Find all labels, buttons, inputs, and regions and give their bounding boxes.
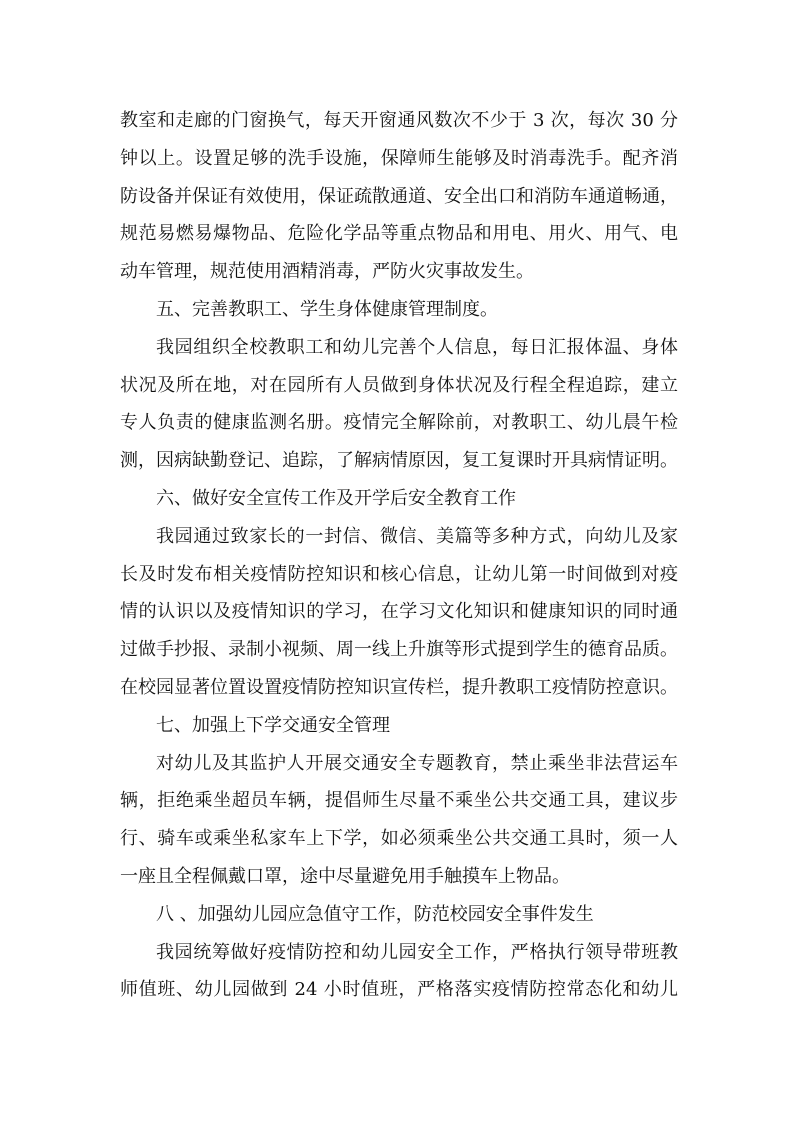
paragraph-line: 在校园显著位置设置疫情防控知识宣传栏，提升教职工疫情防控意识。 xyxy=(120,676,678,698)
paragraph-line: 专人负责的健康监测名册。疫情完全解除前，对教职工、幼儿晨午检 xyxy=(120,412,678,434)
paragraph-line: 师值班、幼儿园做到 24 小时值班，严格落实疫情防控常态化和幼儿 xyxy=(120,979,678,1001)
paragraph-line: 对幼儿及其监护人开展交通安全专题教育，禁止乘坐非法营运车 xyxy=(156,752,678,774)
section-heading: 六、做好安全宣传工作及开学后安全教育工作 xyxy=(156,487,516,509)
paragraph-line: 动车管理，规范使用酒精消毒，严防火灾事故发生。 xyxy=(120,261,534,283)
paragraph-line: 辆，拒绝乘坐超员车辆，提倡师生尽量不乘坐公共交通工具，建议步 xyxy=(120,790,678,812)
paragraph-line: 我园通过致家长的一封信、微信、美篇等多种方式，向幼儿及家 xyxy=(156,525,678,547)
paragraph-line: 规范易燃易爆物品、危险化学品等重点物品和用电、用火、用气、电 xyxy=(120,223,678,245)
paragraph-line: 状况及所在地，对在园所有人员做到身体状况及行程全程追踪，建立 xyxy=(120,374,678,396)
section-heading: 五、完善教职工、学生身体健康管理制度。 xyxy=(156,298,498,320)
paragraph-line: 钟以上。设置足够的洗手设施，保障师生能够及时消毒洗手。配齐消 xyxy=(120,147,678,169)
paragraph-line: 一座且全程佩戴口罩，途中尽量避免用手触摸车上物品。 xyxy=(120,865,570,887)
paragraph-line: 我园组织全校教职工和幼儿完善个人信息，每日汇报体温、身体 xyxy=(156,336,678,358)
paragraph-line: 情的认识以及疫情知识的学习，在学习文化知识和健康知识的同时通 xyxy=(120,601,678,623)
paragraph-line: 测，因病缺勤登记、追踪，了解病情原因，复工复课时开具病情证明。 xyxy=(120,450,678,472)
body-text xyxy=(120,102,678,1009)
paragraph-line: 我园统筹做好疫情防控和幼儿园安全工作，严格执行领导带班教 xyxy=(156,941,678,963)
paragraph-line: 长及时发布相关疫情防控知识和核心信息，让幼儿第一时间做到对疫 xyxy=(120,563,678,585)
section-heading: 八 、加强幼儿园应急值守工作，防范校园安全事件发生 xyxy=(156,903,594,925)
paragraph-line: 防设备并保证有效使用，保证疏散通道、安全出口和消防车通道畅通， xyxy=(120,185,678,207)
paragraph-line: 过做手抄报、录制小视频、周一线上升旗等形式提到学生的德育品质。 xyxy=(120,639,678,661)
paragraph-line: 教室和走廊的门窗换气，每天开窗通风数次不少于 3 次，每次 30 分 xyxy=(120,110,678,131)
paragraph-line: 行、骑车或乘坐私家车上下学，如必须乘坐公共交通工具时，须一人 xyxy=(120,828,678,850)
section-heading: 七、加强上下学交通安全管理 xyxy=(156,714,390,736)
